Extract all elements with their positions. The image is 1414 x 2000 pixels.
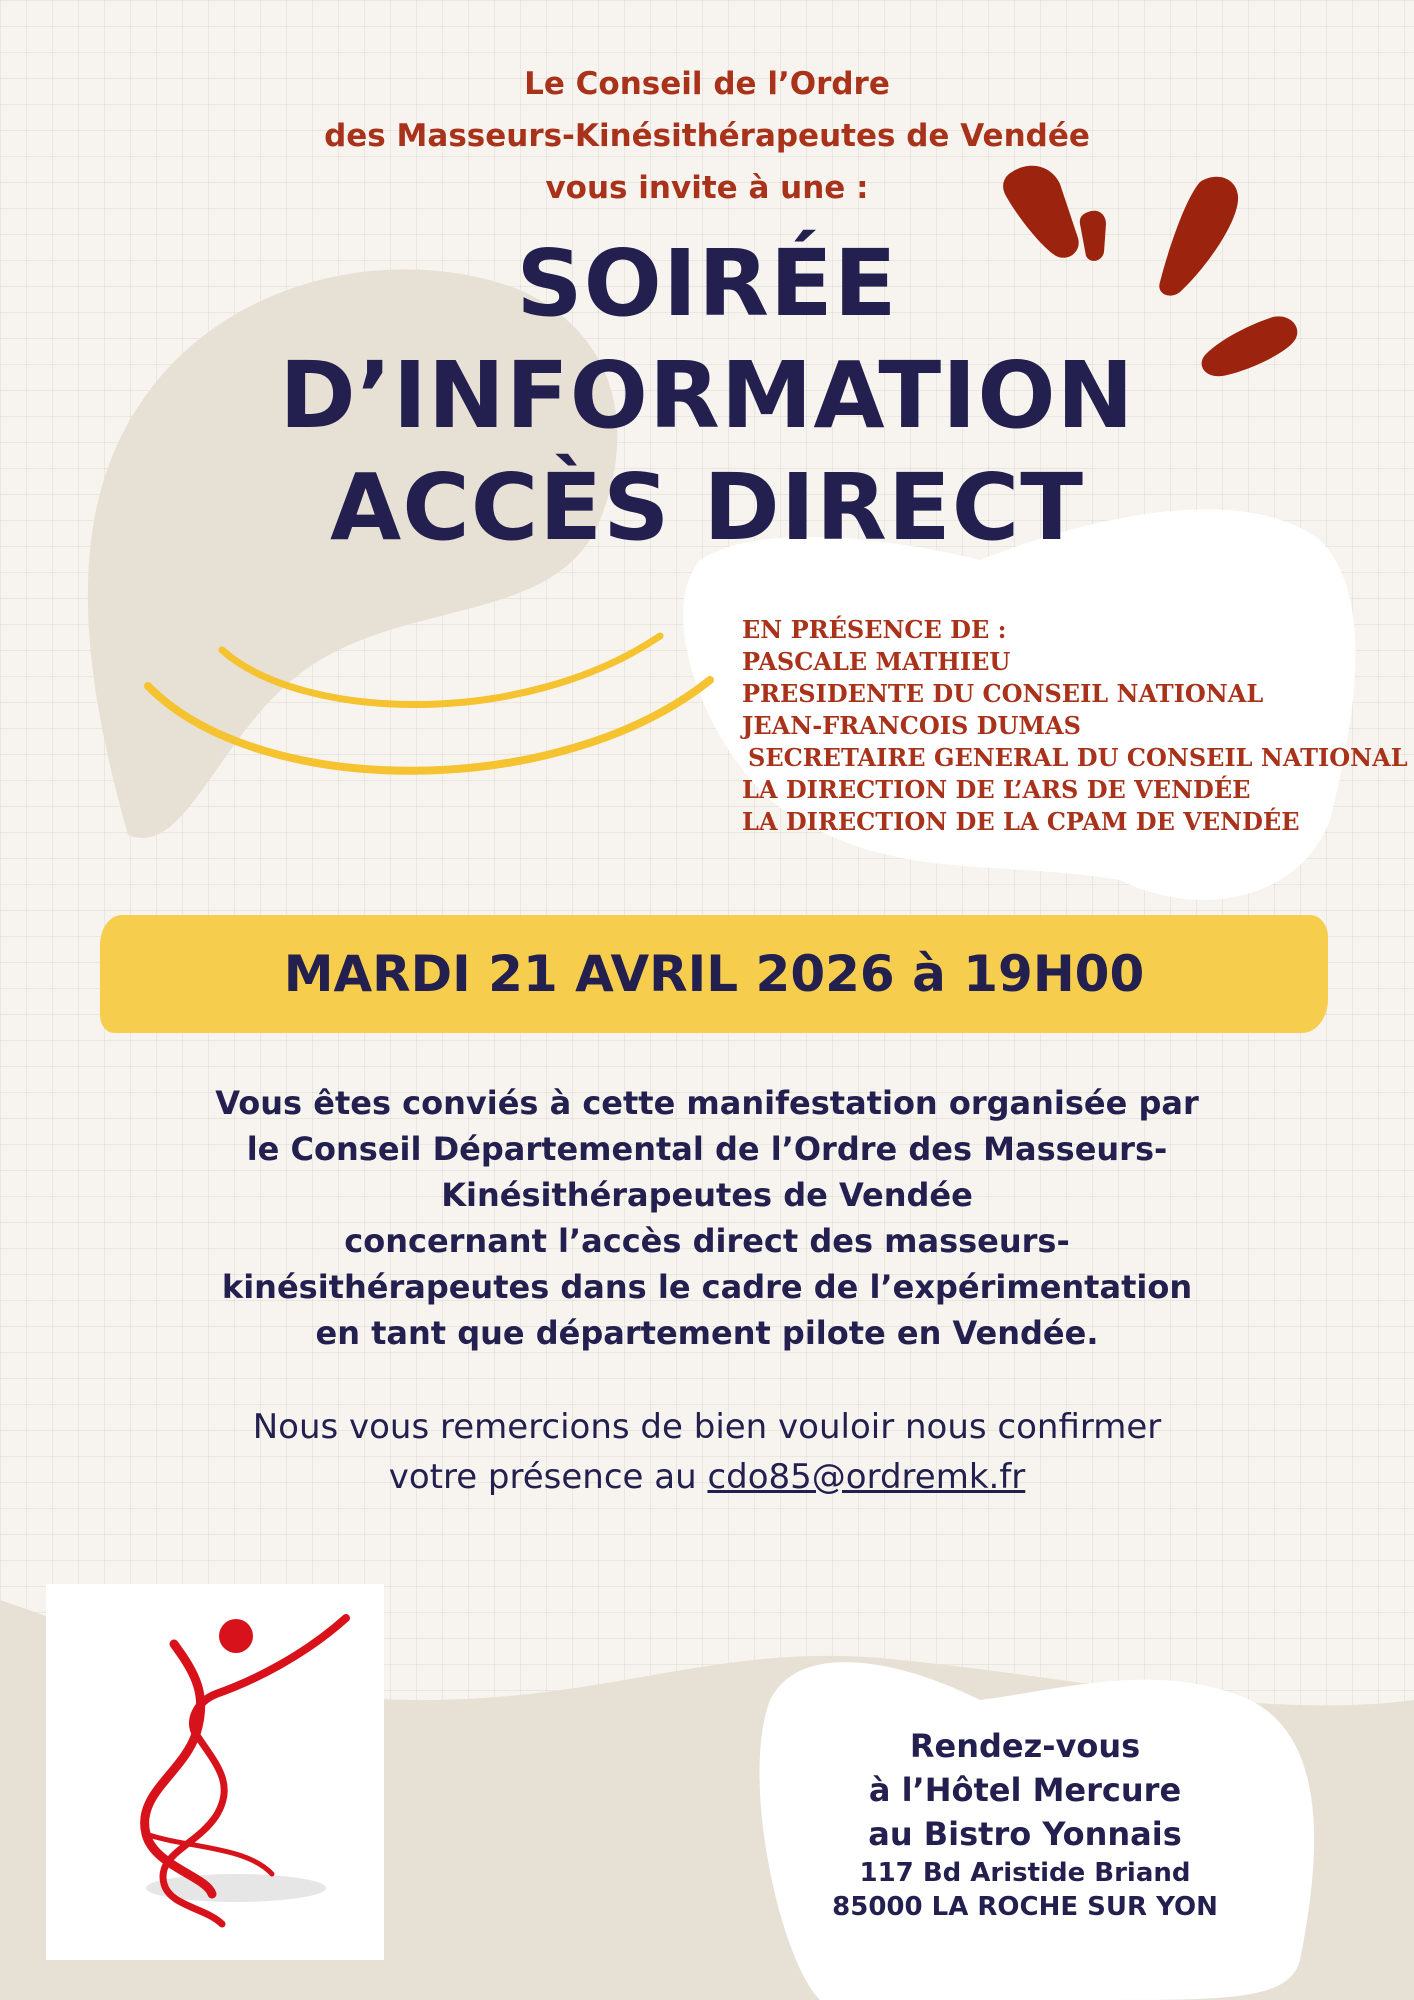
ordre-mk-logo (46, 1584, 384, 1960)
venue-line-2: à l’Hôtel Mercure (868, 1771, 1182, 1809)
description-line-3: Kinésithérapeutes de Vendée (441, 1176, 973, 1214)
venue-line-3: au Bistro Yonnais (868, 1815, 1182, 1853)
guest-cpam: LA DIRECTION DE LA CPAM DE VENDÉE (742, 807, 1300, 836)
title-line-1: SOIRÉE (516, 230, 898, 337)
intro-line-2: des Masseurs-Kinésithérapeutes de Vendée (324, 118, 1090, 154)
venue-line-1: Rendez-vous (909, 1727, 1141, 1765)
venue-info (790, 1724, 1260, 1924)
title-line-2: D’INFORMATION (279, 342, 1135, 449)
intro-line-1: Le Conseil de l’Ordre (524, 66, 890, 102)
event-description (0, 1080, 1414, 1356)
intro-line-3: vous invite à une : (545, 170, 869, 206)
guests-list (742, 614, 1412, 838)
event-title (0, 228, 1414, 564)
invitation-intro (0, 58, 1414, 214)
guest-name-1: PASCALE MATHIEU (742, 647, 1011, 676)
guest-role-2: SECRETAIRE GENERAL DU CONSEIL NATIONAL (748, 743, 1408, 772)
guests-heading: EN PRÉSENCE DE : (742, 615, 1007, 644)
rsvp-line-1: Nous vous remercions de bien vouloir nous confirmer (252, 1407, 1162, 1447)
guest-ars: LA DIRECTION DE L’ARS DE VENDÉE (742, 775, 1251, 804)
rsvp-prefix: votre présence au (388, 1457, 708, 1497)
guest-role-1: PRESIDENTE DU CONSEIL NATIONAL (742, 679, 1264, 708)
kinesitherapy-figure-logo-icon (46, 1584, 384, 1960)
venue-address-2: 85000 LA ROCHE SUR YON (832, 1892, 1218, 1922)
email-link[interactable]: cdo85@ordremk.fr (707, 1457, 1026, 1497)
guest-name-2: JEAN-FRANCOIS DUMAS (742, 711, 1081, 740)
venue-address-1: 117 Bd Aristide Briand (859, 1858, 1191, 1888)
description-line-2: le Conseil Départemental de l’Ordre des Masseurs- (246, 1130, 1168, 1168)
description-line-5: kinésithérapeutes dans le cadre de l’expérimentation (221, 1268, 1193, 1306)
description-line-4: concernant l’accès direct des masseurs- (344, 1222, 1070, 1260)
title-line-3: ACCÈS DIRECT (330, 454, 1084, 561)
event-date-time: MARDI 21 AVRIL 2026 à 19H00 (283, 945, 1145, 1003)
rsvp-text (0, 1402, 1414, 1502)
description-line-6: en tant que département pilote en Vendée. (315, 1314, 1099, 1352)
rsvp-line-2 (0, 1452, 1414, 1502)
description-line-1: Vous êtes conviés à cette manifestation organisée par (215, 1084, 1199, 1122)
